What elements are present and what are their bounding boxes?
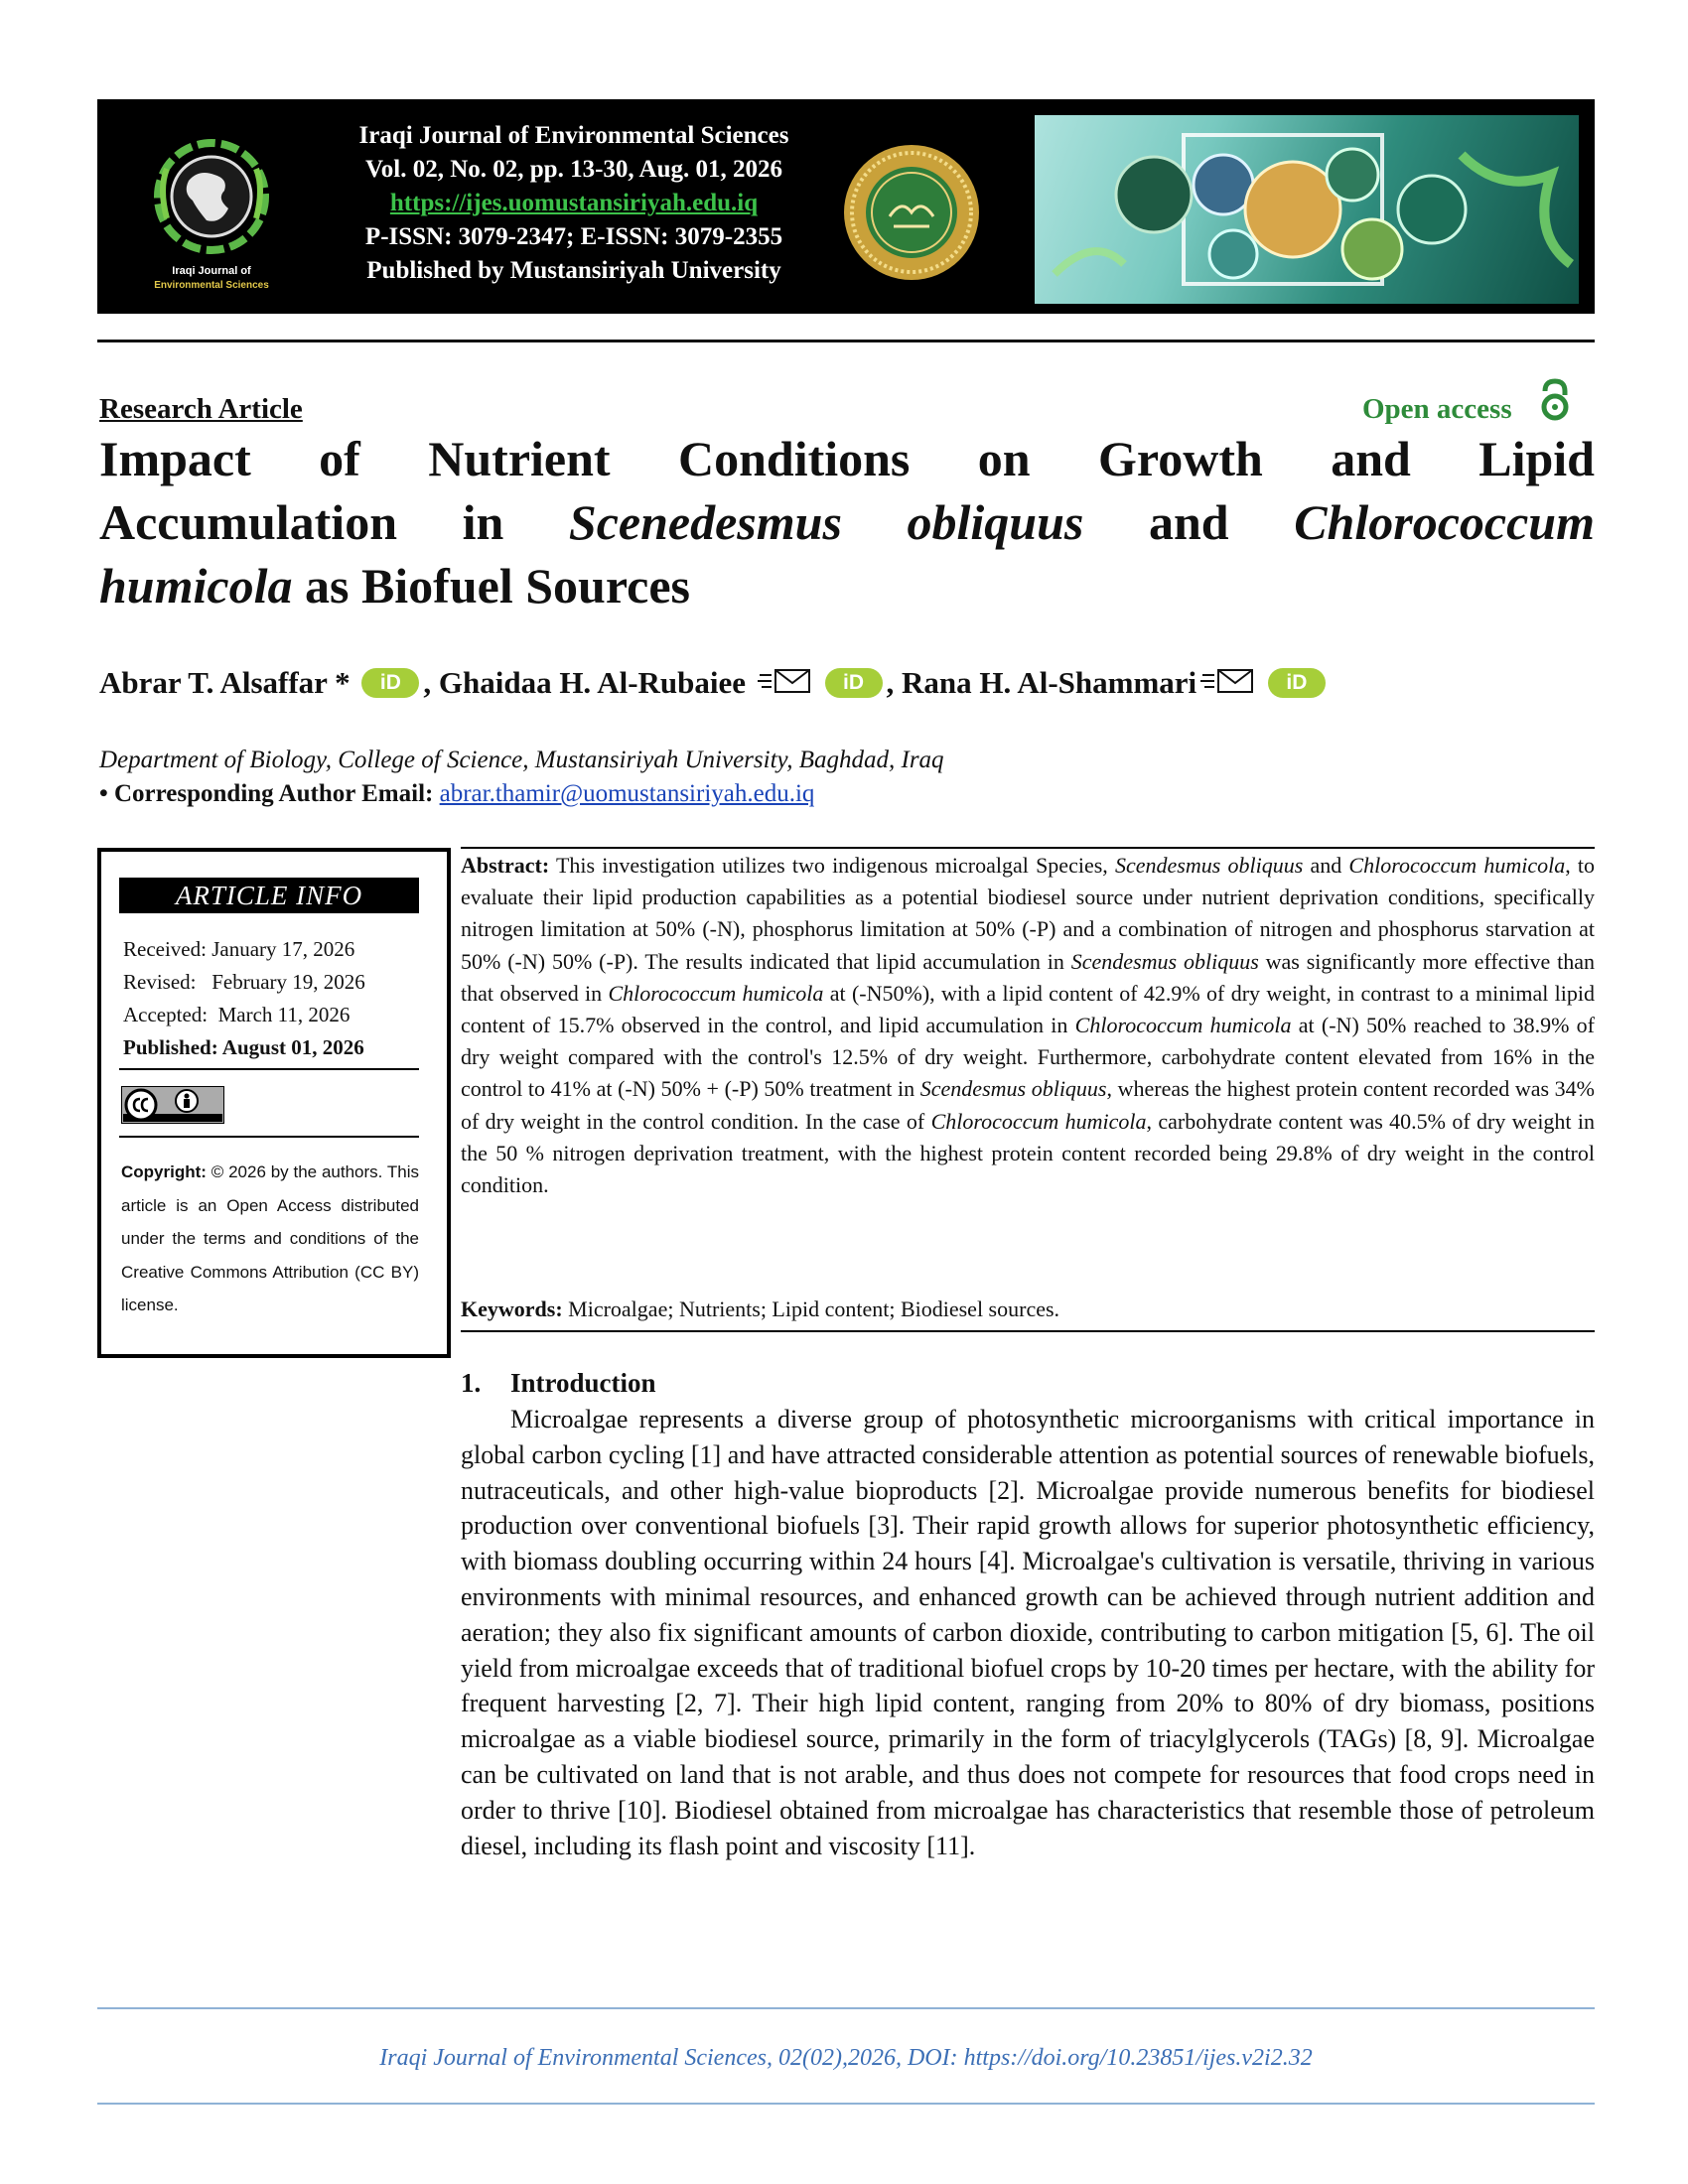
journal-name: Iraqi Journal of Environmental Sciences — [358, 122, 789, 149]
journal-banner — [97, 99, 1595, 314]
copyright-notice — [121, 1156, 419, 1322]
author-2: , Ghaidaa H. Al-Rubaiee — [423, 665, 747, 700]
info-divider — [119, 1136, 419, 1138]
logo-text-1: Iraqi Journal of — [172, 265, 251, 277]
banner-artwork — [1035, 115, 1579, 304]
keywords-text: Microalgae; Nutrients; Lipid content; Biodiesel sources. — [562, 1297, 1060, 1321]
section-heading-introduction — [461, 1368, 656, 1399]
footer-top-rule — [97, 2007, 1595, 2009]
email-icon[interactable] — [758, 667, 813, 695]
article-title — [99, 427, 1595, 617]
author-3: , Rana H. Al-Shammari — [886, 665, 1197, 700]
corresponding-label: • Corresponding Author Email: — [99, 780, 440, 807]
title-line-1: Impact of Nutrient Conditions on Growth and Lipid — [99, 431, 1595, 486]
received-date: Received: January 17, 2026 — [123, 937, 355, 961]
open-access-icon — [1535, 377, 1575, 421]
affiliation: Department of Biology, College of Science, Mustansiriyah University, Baghdad, Iraq — [99, 747, 944, 773]
university-seal — [842, 143, 981, 282]
revised-date: Revised: February 19, 2026 — [123, 970, 365, 994]
journal-volume: Vol. 02, No. 02, pp. 13-30, Aug. 01, 2026 — [365, 156, 782, 183]
journal-info — [296, 119, 852, 288]
abstract-bottom-rule — [461, 1330, 1595, 1332]
article-type: Research Article — [99, 393, 303, 425]
page-footer: Iraqi Journal of Environmental Sciences, 02(02),2026, DOI: https://doi.org/10.23851/ijes.v2i2.32 — [379, 2045, 1313, 2071]
copyright-label: Copyright: — [121, 1162, 207, 1181]
title-line-3: humicola as Biofuel Sources — [99, 558, 690, 614]
journal-url-link[interactable]: https://ijes.uomustansiriyah.edu.iq — [389, 190, 759, 216]
article-dates — [123, 933, 365, 1064]
header-rule — [97, 340, 1595, 342]
open-access-label: Open access — [1362, 393, 1512, 425]
accepted-date: Accepted: March 11, 2026 — [123, 1003, 351, 1026]
abstract: Abstract: This investigation utilizes two indigenous microalgal Species, Scendesmus obliquus and Chlorococcum humicola, to evaluate their lipid production capabilities as a potential biodiesel source under nutrient deprivation conditions, specifically nitrogen limitation at 50% (-N), phosphorus limitation at 50% (-P) and a combination of nitrogen and phosphorus starvation at 50% (-N) 50% (-P). The results indicated that lipid accumulation in Scendesmus obliquus was significantly more effective than that observed in Chlorococcum humicola at (-N50%), with a lipid content of 42.9% of dry weight, in contrast to a minimal lipid content of 15.7% observed in the control, and lipid accumulation in Chlorococcum humicola at (-N) 50% reached to 38.9% of dry weight compared with the control's 12.5% of dry weight. Furthermore, carbohydrate content elevated from 16% in the control to 41% at (-N) 50% + (-P) 50% treatment in Scendesmus obliquus, whereas the highest protein content recorded was 34% of dry weight in the control condition. In the case of Chlorococcum humicola, carbohydrate content was 40.5% of dry weight in the 50 % nitrogen deprivation treatment, with the highest protein content recorded being 29.8% of dry weight in the control condition. — [461, 853, 1596, 1198]
abstract-label: Abstract: — [461, 853, 550, 878]
keywords-label: Keywords: — [461, 1297, 563, 1321]
journal-logo — [137, 129, 286, 300]
orcid-icon[interactable]: iD — [361, 668, 419, 698]
copyright-text: © 2026 by the authors. This article is an Open Access distributed under the terms and conditions of the Creative Commons Attribution (CC BY) license. — [121, 1162, 419, 1314]
cc-by-icon[interactable] — [121, 1086, 224, 1124]
introduction-body — [461, 1402, 1595, 1863]
introduction-paragraph: Microalgae represents a diverse group of photosynthetic microorganisms with critical importance in global carbon cycling [1] and have attracted considerable attention as potential sources of renewable biofuels, nutraceuticals, and other high-value bioproducts [2]. Microalgae provide numerous benefits for biodiesel production over conventional biofuels [3]. Their rapid growth allows for superior photosynthetic efficiency, with biomass doubling occurring within 24 hours [4]. Microalgae's cultivation is versatile, thriving in various environments with minimal resources, and enhanced growth can be achieved through nutrient addition and aeration; they also fix significant amounts of carbon dioxide, contributing to carbon mitigation [5, 6]. The oil yield from microalgae exceeds that of traditional biofuel crops by 10-20 times per hectare, with the ability for frequent harvesting [2, 7]. Their high lipid content, ranging from 20% to 80% of dry biomass, positions microalgae as a viable biodiesel source, primarily in the form of triacylglycerols (TAGs) [8, 9]. Microalgae can be cultivated on land that is not arable, and thus does not compete for resources that food crops need in order to thrive [10]. Biodiesel obtained from microalgae has characteristics that resemble those of petroleum diesel, including its flash point and viscosity [11]. — [461, 1405, 1595, 1860]
published-date: Published: August 01, 2026 — [123, 1035, 364, 1059]
title-line-2: Accumulation in Scenedesmus obliquus and Chlorococcum — [99, 494, 1595, 550]
corresponding-author — [99, 780, 814, 808]
info-divider — [119, 1068, 419, 1070]
abstract-top-rule — [461, 847, 1595, 849]
article-info-heading: ARTICLE INFO — [119, 878, 419, 913]
email-icon[interactable] — [1200, 667, 1256, 695]
orcid-icon[interactable]: iD — [825, 668, 883, 698]
author-list — [99, 665, 1330, 701]
journal-issn: P-ISSN: 3079-2347; E-ISSN: 3079-2355 — [364, 223, 783, 250]
section-number: 1. — [461, 1368, 482, 1398]
footer-bottom-rule — [97, 2103, 1595, 2105]
section-title: Introduction — [510, 1368, 656, 1398]
corresponding-email-link[interactable]: abrar.thamir@uomustansiriyah.edu.iq — [439, 780, 815, 807]
article-info-box — [97, 848, 451, 1358]
orcid-icon[interactable]: iD — [1268, 668, 1326, 698]
journal-publisher: Published by Mustansiriyah University — [366, 257, 781, 284]
logo-text-2: Environmental Sciences — [154, 280, 269, 291]
keywords — [461, 1297, 1059, 1322]
author-1: Abrar T. Alsaffar * — [99, 665, 351, 700]
